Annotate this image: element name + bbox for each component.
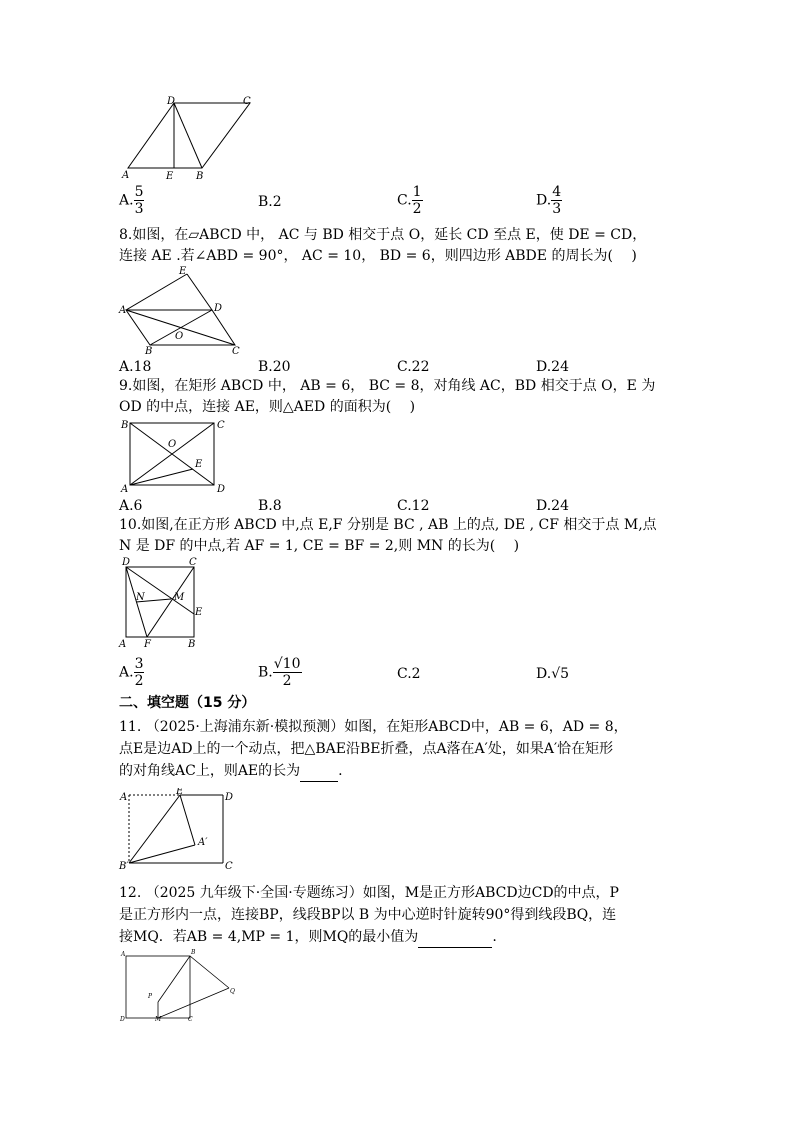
- q10-figure: [118, 556, 208, 650]
- q12-label-q: Q: [230, 988, 235, 995]
- q7-label-a: A: [122, 170, 130, 181]
- q9-option-d: D.24: [536, 498, 569, 514]
- q9-option-c: C.12: [397, 498, 430, 514]
- q10-label-a: A: [119, 639, 127, 650]
- q10-label-n: N: [136, 592, 145, 603]
- q12-label-b: B: [191, 949, 196, 956]
- q12-label-m: M: [155, 1016, 162, 1022]
- q8-option-d: D.24: [536, 359, 569, 375]
- q10-option-b: B. $\frac{√10}{2}$: [258, 656, 301, 689]
- q11-figure: [118, 788, 242, 872]
- q10-text-line1: 10.如图,在正方形 ABCD 中,点 E,F 分别是 BC , AB 上的点, DE , CF 相交于点 M,点: [119, 517, 657, 533]
- q9-figure: [118, 416, 238, 494]
- q9-text-line1: 9.如图，在矩形 ABCD 中， AB = 6， BC = 8，对角线 AC，BD 相交于点 O，E 为: [119, 378, 656, 394]
- q11-label-a-prime: A′: [198, 837, 208, 848]
- q8-text-line2: 连接 AE .若∠ABD = 90°， AC = 10， BD = 6，则四边形 ABDE 的周长为( ): [119, 248, 637, 264]
- q12-label-p: P: [148, 993, 153, 1000]
- q7-option-b: B.2: [258, 194, 282, 210]
- q11-answer-blank[interactable]: [300, 761, 338, 782]
- q7-option-c-fraction: $\frac{1}{2}$: [412, 184, 422, 217]
- q10-option-b-fraction: $\frac{√10}{2}$: [273, 656, 301, 689]
- q11-text-line2: 点E是边AD上的一个动点，把△BAE沿BE折叠，点A落在A′处，如果A′恰在矩形: [119, 741, 614, 757]
- q10-label-c: C: [189, 557, 197, 568]
- q9-option-b: B.8: [258, 498, 282, 514]
- q12-answer-blank[interactable]: [418, 927, 492, 948]
- q12-label-d: D: [120, 1016, 125, 1022]
- q11-label-e: E: [176, 788, 184, 797]
- q8-label-e: E: [179, 266, 187, 277]
- q8-label-o: O: [175, 331, 184, 342]
- q12-label-c: C: [188, 1016, 193, 1022]
- q9-label-a: A: [121, 484, 129, 494]
- q11-text-line3: [119, 761, 343, 782]
- q8-label-c: C: [232, 346, 240, 357]
- q10-label-b: B: [188, 639, 196, 650]
- q11-text-line3-tail: .: [338, 763, 343, 779]
- q11-label-a: A: [120, 792, 128, 803]
- q11-label-b: B′: [119, 861, 129, 872]
- q8-option-b: B.20: [258, 359, 291, 375]
- q8-figure: [118, 265, 248, 357]
- q8-option-a: A.18: [119, 359, 152, 375]
- q12-text-line2: 是正方形内一点，连接BP，线段BP以 B 为中心逆时针旋转90°得到线段BQ，连: [119, 907, 617, 923]
- q9-label-o: O: [168, 439, 177, 450]
- q10-option-d: D.√5: [536, 666, 570, 682]
- q8-label-a: A: [119, 305, 127, 316]
- q7-label-b: B: [196, 171, 204, 182]
- q11-label-c: C: [225, 861, 233, 872]
- q10-label-m: M: [174, 592, 185, 603]
- q7-option-c: C. $\frac{1}{2}$: [397, 184, 422, 217]
- q7-figure: [118, 92, 258, 184]
- q7-option-a: A. $\frac{5}{3}$: [119, 184, 144, 217]
- q9-label-b: B: [121, 420, 129, 431]
- q10-label-d: D: [122, 557, 131, 568]
- q12-text-line3: [119, 927, 497, 948]
- q7-option-d-fraction: $\frac{4}{3}$: [552, 184, 562, 217]
- q8-option-c: C.22: [397, 359, 430, 375]
- q10-label-f: F: [144, 639, 151, 650]
- q12-text-line3-body: 接MQ．若AB = 4,MP = 1，则MQ的最小值为: [119, 929, 419, 945]
- q7-option-a-fraction: $\frac{5}{3}$: [134, 184, 144, 217]
- q12-label-a: A: [121, 951, 126, 958]
- q9-option-a: A.6: [119, 498, 143, 514]
- q8-label-d: D: [214, 303, 223, 314]
- q7-label-e: E: [166, 171, 174, 182]
- q10-text-line2: N 是 DF 的中点,若 AF = 1, CE = BF = 2,则 MN 的长为( ): [119, 538, 520, 554]
- q7-label-d: D: [167, 96, 176, 107]
- section-heading-fill-in: 二、填空题（15 分）: [119, 695, 256, 711]
- q11-text-line3-body: 的对角线AC上，则AE的长为: [119, 763, 301, 779]
- q10-option-a-fraction: $\frac{3}{2}$: [134, 656, 144, 689]
- q12-figure: [118, 948, 242, 1022]
- q11-label-d: D: [225, 792, 234, 803]
- q9-label-c: C: [217, 420, 225, 431]
- q9-text-line2: OD 的中点，连接 AE，则△AED 的面积为( ): [119, 399, 416, 415]
- q12-text-line1: 12. （2025 九年级下·全国·专题练习）如图，M是正方形ABCD边CD的中点，P: [119, 885, 619, 901]
- q10-option-c: C.2: [397, 666, 421, 682]
- q8-label-b: B: [145, 346, 153, 357]
- q10-option-a: A. $\frac{3}{2}$: [119, 656, 144, 689]
- q10-label-e: E: [195, 607, 203, 618]
- q7-label-c: C: [243, 96, 251, 107]
- q8-text-line1: 8.如图，在▱ABCD 中， AC 与 BD 相交于点 O，延长 CD 至点 E，使 DE = CD，: [119, 227, 647, 243]
- q7-option-d: D. $\frac{4}{3}$: [536, 184, 562, 217]
- q9-label-d: D: [217, 484, 226, 494]
- q9-label-e: E: [195, 459, 203, 470]
- q12-text-line3-tail: .: [492, 929, 497, 945]
- q11-text-line1: 11. （2025·上海浦东新·模拟预测）如图，在矩形ABCD中，AB = 6，AD = 8，: [119, 719, 628, 735]
